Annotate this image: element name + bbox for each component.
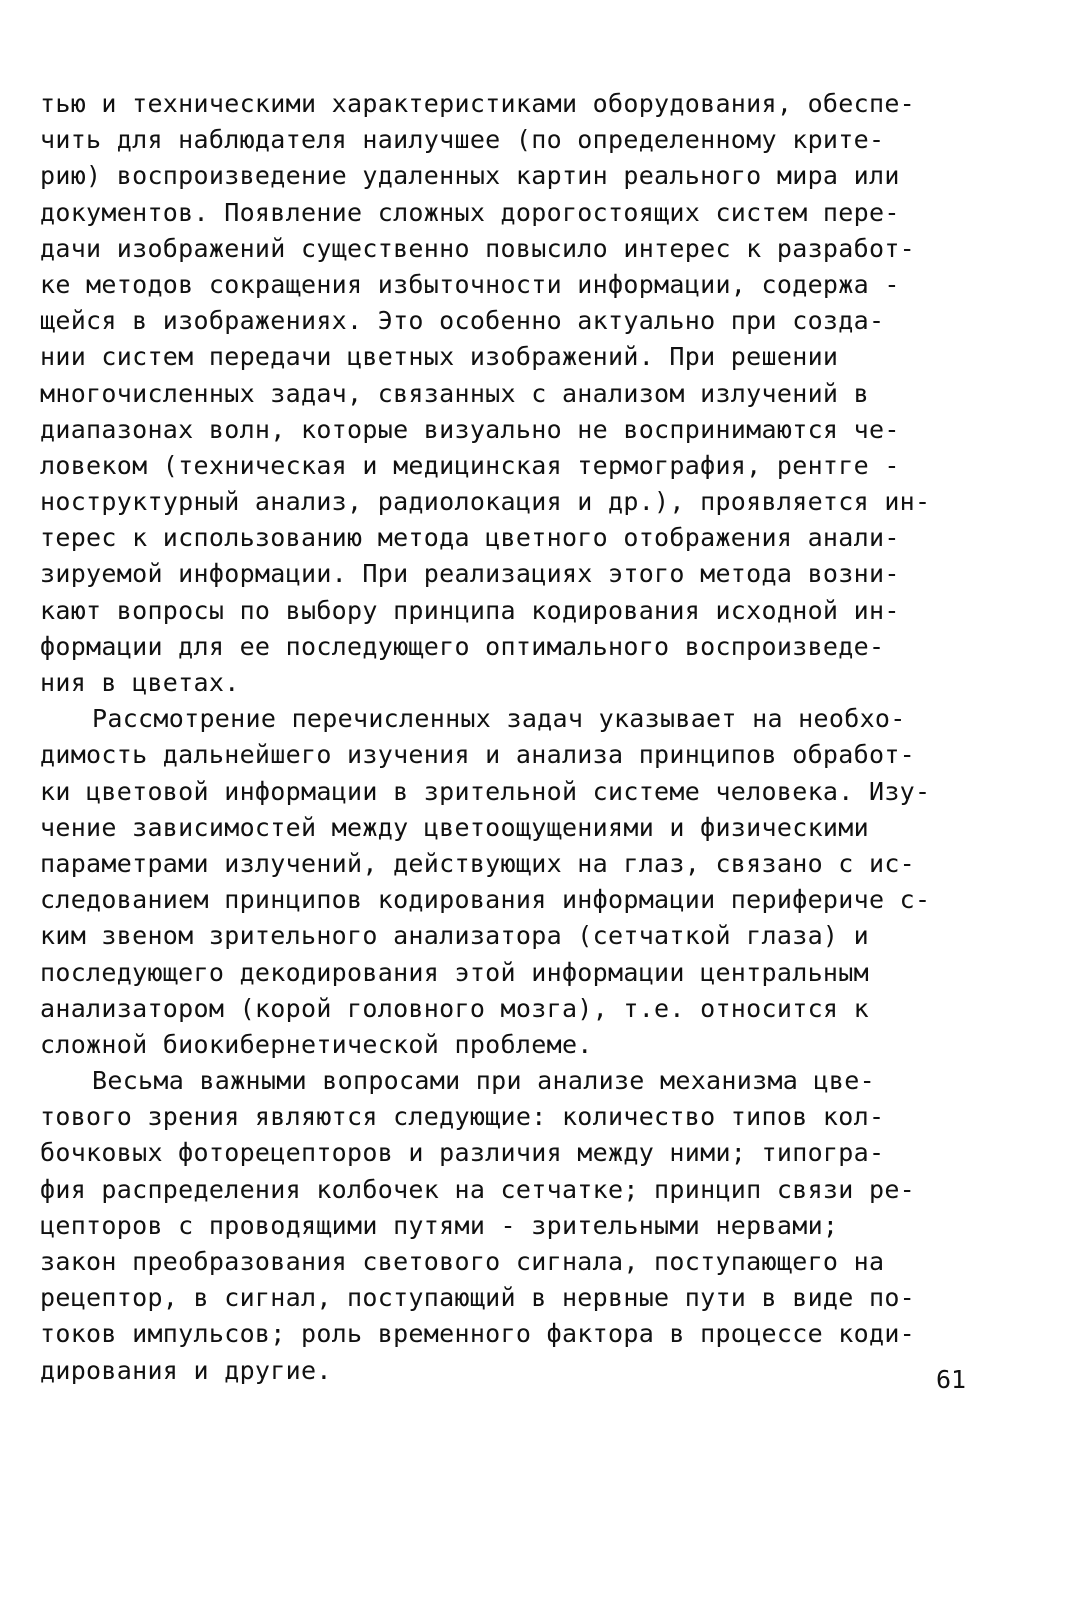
text-line: ким звеном зрительного анализатора (сетчаткой глаза) и: [40, 921, 869, 951]
text-line: ловеком (техническая и медицинская термография, рентге -: [40, 450, 900, 480]
text-line: ке методов сокращения избыточности информации, содержа -: [40, 269, 900, 299]
text-line: щейся в изображениях. Это особенно актуально при созда-: [40, 306, 885, 336]
text-line: закон преобразования светового сигнала, поступающего на: [40, 1247, 885, 1276]
text-line: ноструктурный анализ, радиолокация и др.), проявляется ин-: [40, 487, 931, 517]
text-line: чить для наблюдателя наилучшее (по определенному крите-: [40, 125, 885, 155]
text-line: ки цветовой информации в зрительной системе человека. Изу-: [40, 776, 931, 806]
text-line: токов импульсов; роль временного фактора в процессе коди-: [40, 1319, 916, 1349]
text-line: тью и техническими характеристиками оборудования, обеспе-: [40, 89, 916, 118]
text-line: рецептор, в сигнал, поступающий в нервные пути в виде по-: [40, 1283, 916, 1313]
text-line: анализатором (корой головного мозга), т.е. относится к: [40, 993, 869, 1023]
text-line: следованием принципов кодирования информации перифериче с-: [40, 885, 931, 915]
text-line: ния в цветах.: [40, 668, 240, 697]
text-line: последующего декодирования этой информации центральным: [40, 957, 869, 987]
paragraph-1: [40, 86, 1040, 701]
text-line: документов. Появление сложных дорогостоящих систем пере-: [40, 197, 900, 227]
paragraph-3: [40, 1063, 1040, 1389]
text-line: нии систем передачи цветных изображений. При решении: [40, 342, 839, 372]
text-line: Рассмотрение перечисленных задач указывает на необхо-: [92, 704, 906, 734]
page-body: [40, 86, 1040, 1389]
text-line: сложной биокибернетической проблеме.: [40, 1029, 593, 1059]
text-line: параметрами излучений, действующих на глаз, связано с ис-: [40, 848, 916, 878]
text-line: цепторов с проводящими путями - зрительными нервами;: [40, 1210, 839, 1240]
text-line: дирования и другие.: [40, 1355, 332, 1385]
text-line: дачи изображений существенно повысило интерес к разработ-: [40, 233, 916, 263]
text-line: рию) воспроизведение удаленных картин реального мира или: [40, 161, 900, 191]
text-line: фия распределения колбочек на сетчатке; принцип связи ре-: [40, 1174, 916, 1204]
text-line: Весьма важными вопросами при анализе механизма цве-: [92, 1066, 875, 1096]
page-number: 61: [936, 1365, 967, 1394]
text-line: чение зависимостей между цветоощущениями и физическими: [40, 812, 869, 842]
text-line: димость дальнейшего изучения и анализа принципов обработ-: [40, 740, 916, 770]
text-line: бочковых фоторецепторов и различия между ними; типогра-: [40, 1138, 885, 1168]
text-line: терес к использованию метода цветного отображения анали-: [40, 523, 900, 553]
text-line: формации для ее последующего оптимального воспроизведе-: [40, 631, 885, 661]
text-line: зируемой информации. При реализациях этого метода возни-: [40, 559, 900, 589]
text-line: диапазонах волн, которые визуально не воспринимаются че-: [40, 414, 900, 444]
paragraph-2: [40, 701, 1040, 1063]
text-line: многочисленных задач, связанных с анализом излучений в: [40, 378, 869, 408]
text-line: тового зрения являются следующие: количество типов кол-: [40, 1102, 885, 1132]
text-line: кают вопросы по выбору принципа кодирования исходной ин-: [40, 595, 900, 625]
